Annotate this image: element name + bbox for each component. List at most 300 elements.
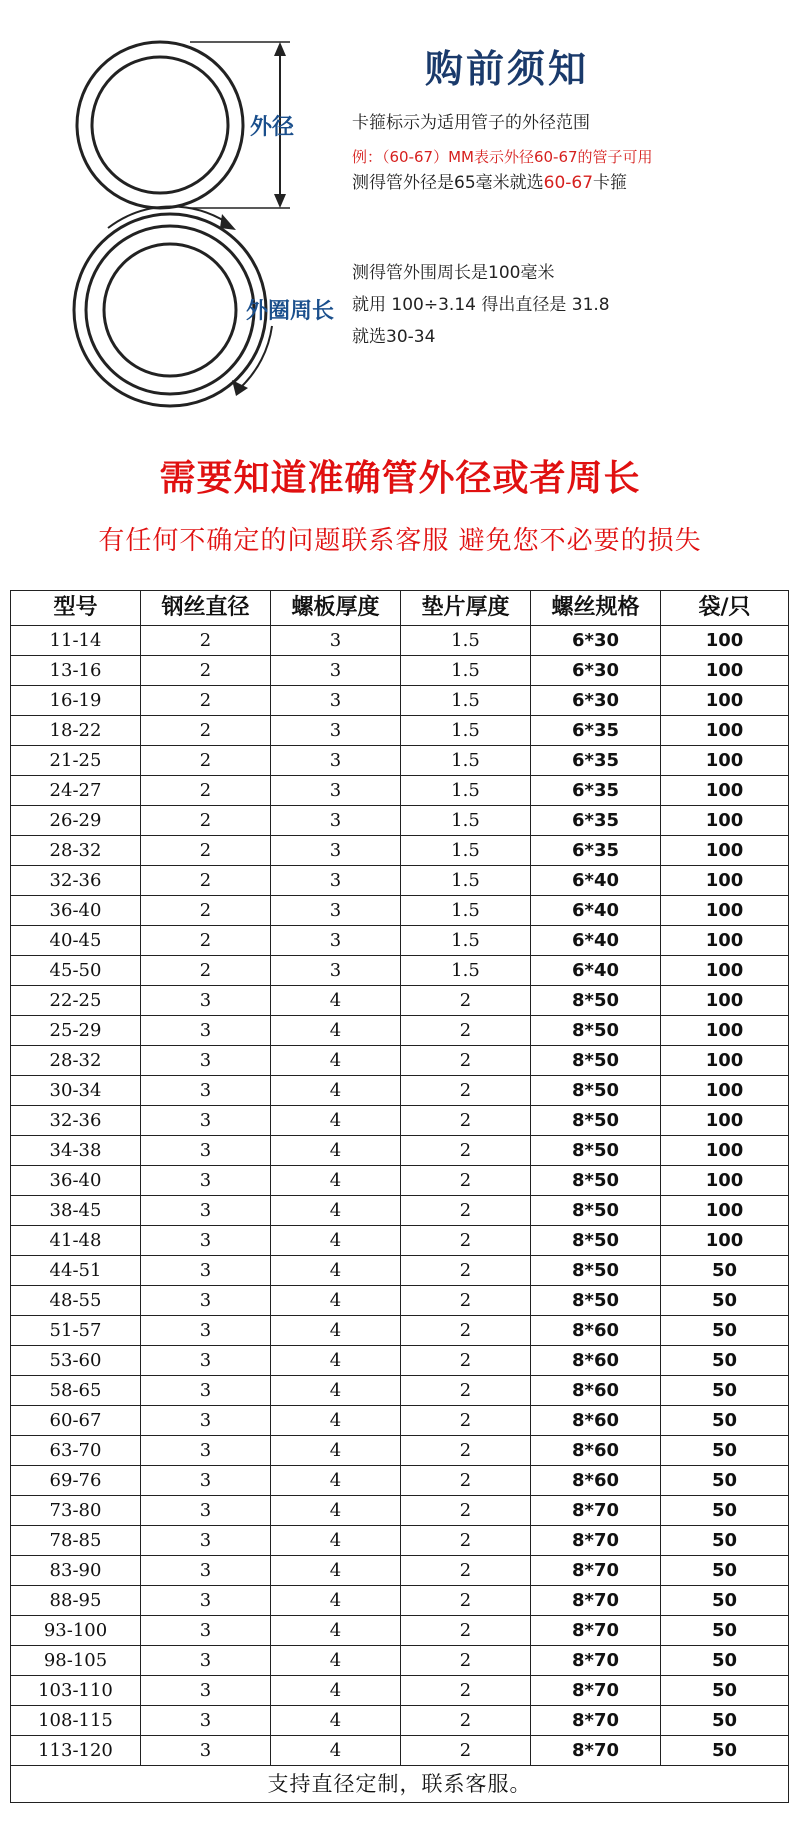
table-cell-wire: 3	[141, 1526, 271, 1556]
table-cell-washer: 2	[401, 1376, 531, 1406]
table-cell-wire: 3	[141, 1406, 271, 1436]
inner-ring-bottom	[104, 244, 236, 376]
table-row	[11, 1046, 789, 1076]
table-cell-spec: 8*60	[531, 1406, 661, 1436]
table-cell-count: 100	[661, 896, 789, 926]
table-row	[11, 716, 789, 746]
table-cell-spec: 8*50	[531, 1226, 661, 1256]
table-cell-spec: 8*70	[531, 1706, 661, 1736]
table-row	[11, 656, 789, 686]
table-cell-washer: 2	[401, 1616, 531, 1646]
table-cell-wire: 3	[141, 986, 271, 1016]
table-cell-wire: 3	[141, 1496, 271, 1526]
table-row	[11, 1256, 789, 1286]
table-cell-count: 100	[661, 686, 789, 716]
table-cell-model: 22-25	[11, 986, 141, 1016]
notice-example: 例：（60-67）MM表示外径60-67的管子可用	[352, 148, 653, 166]
table-cell-count: 100	[661, 716, 789, 746]
table-cell-model: 73-80	[11, 1496, 141, 1526]
table-cell-washer: 1.5	[401, 896, 531, 926]
table-cell-count: 100	[661, 1196, 789, 1226]
column-header: 型号	[11, 591, 141, 626]
table-cell-spec: 8*50	[531, 1046, 661, 1076]
table-cell-plate: 4	[271, 1196, 401, 1226]
table-cell-wire: 3	[141, 1466, 271, 1496]
table-cell-plate: 4	[271, 1346, 401, 1376]
table-cell-wire: 3	[141, 1136, 271, 1166]
table-cell-model: 36-40	[11, 1166, 141, 1196]
table-cell-model: 36-40	[11, 896, 141, 926]
table-cell-spec: 6*40	[531, 896, 661, 926]
notice-line-5: 就用 100÷3.14 得出直径是 31.8	[352, 295, 610, 315]
table-cell-spec: 8*70	[531, 1526, 661, 1556]
table-cell-wire: 3	[141, 1166, 271, 1196]
table-cell-model: 28-32	[11, 836, 141, 866]
table-body	[11, 626, 789, 1766]
notice-line-3a: 测得管外径是65毫米就选	[352, 173, 544, 193]
table-cell-count: 50	[661, 1256, 789, 1286]
table-cell-washer: 1.5	[401, 926, 531, 956]
table-cell-model: 45-50	[11, 956, 141, 986]
arrow-curve-icon	[220, 214, 236, 230]
table-cell-count: 100	[661, 1046, 789, 1076]
table-cell-plate: 3	[271, 686, 401, 716]
table-cell-plate: 4	[271, 1526, 401, 1556]
table-cell-washer: 2	[401, 1736, 531, 1766]
table-cell-spec: 8*60	[531, 1346, 661, 1376]
table-cell-washer: 2	[401, 1646, 531, 1676]
table-cell-wire: 3	[141, 1316, 271, 1346]
table-cell-model: 51-57	[11, 1316, 141, 1346]
notice-line-4: 测得管外围周长是100毫米	[352, 263, 555, 283]
table-cell-count: 50	[661, 1676, 789, 1706]
table-cell-washer: 2	[401, 1436, 531, 1466]
table-cell-model: 78-85	[11, 1526, 141, 1556]
table-cell-wire: 3	[141, 1706, 271, 1736]
table-cell-model: 40-45	[11, 926, 141, 956]
table-cell-washer: 1.5	[401, 716, 531, 746]
table-cell-spec: 8*60	[531, 1316, 661, 1346]
table-cell-model: 58-65	[11, 1376, 141, 1406]
table-cell-plate: 4	[271, 1046, 401, 1076]
table-row	[11, 866, 789, 896]
table-cell-model: 32-36	[11, 1106, 141, 1136]
table-cell-model: 28-32	[11, 1046, 141, 1076]
table-cell-count: 50	[661, 1316, 789, 1346]
table-cell-washer: 2	[401, 1706, 531, 1736]
table-cell-plate: 4	[271, 1016, 401, 1046]
table-cell-plate: 3	[271, 896, 401, 926]
table-cell-count: 100	[661, 1166, 789, 1196]
table-cell-model: 98-105	[11, 1646, 141, 1676]
table-cell-model: 83-90	[11, 1556, 141, 1586]
table-cell-washer: 1.5	[401, 686, 531, 716]
table-cell-plate: 4	[271, 1406, 401, 1436]
table-cell-spec: 8*70	[531, 1646, 661, 1676]
table-cell-plate: 3	[271, 866, 401, 896]
table-cell-plate: 3	[271, 956, 401, 986]
table-cell-wire: 3	[141, 1346, 271, 1376]
table-cell-count: 100	[661, 656, 789, 686]
table-row	[11, 1436, 789, 1466]
table-cell-plate: 4	[271, 1256, 401, 1286]
table-cell-count: 100	[661, 806, 789, 836]
table-cell-plate: 4	[271, 1736, 401, 1766]
notice-line-6: 就选30-34	[352, 327, 436, 347]
table-cell-washer: 2	[401, 1406, 531, 1436]
label-circumference: 外圈周长	[246, 299, 335, 324]
table-cell-count: 100	[661, 866, 789, 896]
table-cell-washer: 2	[401, 1136, 531, 1166]
table-cell-count: 100	[661, 1226, 789, 1256]
table-row	[11, 1676, 789, 1706]
table-row	[11, 1346, 789, 1376]
table-row	[11, 1646, 789, 1676]
table-cell-model: 60-67	[11, 1406, 141, 1436]
table-cell-model: 103-110	[11, 1676, 141, 1706]
table-cell-count: 50	[661, 1556, 789, 1586]
table-cell-washer: 1.5	[401, 806, 531, 836]
table-footer-row	[11, 1766, 789, 1803]
circumference-arc-bottom	[240, 326, 272, 388]
table-cell-washer: 2	[401, 1106, 531, 1136]
table-cell-washer: 2	[401, 1256, 531, 1286]
table-row	[11, 776, 789, 806]
table-row	[11, 1226, 789, 1256]
table-cell-plate: 3	[271, 746, 401, 776]
table-cell-washer: 1.5	[401, 746, 531, 776]
table-cell-spec: 8*50	[531, 1166, 661, 1196]
table-cell-washer: 2	[401, 1076, 531, 1106]
table-row	[11, 1526, 789, 1556]
table-cell-washer: 2	[401, 1226, 531, 1256]
table-cell-washer: 2	[401, 1286, 531, 1316]
table-row	[11, 926, 789, 956]
table-cell-wire: 3	[141, 1256, 271, 1286]
table-cell-model: 48-55	[11, 1286, 141, 1316]
table-cell-washer: 1.5	[401, 836, 531, 866]
table-cell-wire: 2	[141, 626, 271, 656]
table-row	[11, 1496, 789, 1526]
table-cell-washer: 2	[401, 986, 531, 1016]
table-cell-plate: 4	[271, 1076, 401, 1106]
table-cell-count: 50	[661, 1346, 789, 1376]
table-cell-plate: 4	[271, 1466, 401, 1496]
table-cell-wire: 2	[141, 716, 271, 746]
table-cell-spec: 8*50	[531, 1196, 661, 1226]
table-cell-wire: 2	[141, 956, 271, 986]
table-cell-count: 100	[661, 1076, 789, 1106]
table-cell-plate: 4	[271, 1286, 401, 1316]
table-cell-plate: 4	[271, 1646, 401, 1676]
notice-title: 购前须知	[425, 47, 590, 91]
outer-ring-top	[77, 42, 243, 208]
table-cell-spec: 6*40	[531, 866, 661, 896]
inner-ring-top	[92, 57, 228, 193]
table-cell-wire: 3	[141, 1286, 271, 1316]
table-cell-wire: 2	[141, 776, 271, 806]
table-cell-plate: 4	[271, 1436, 401, 1466]
table-cell-wire: 2	[141, 746, 271, 776]
column-header: 螺丝规格	[531, 591, 661, 626]
notice-line-3c: 卡箍	[593, 173, 628, 193]
table-cell-plate: 3	[271, 836, 401, 866]
diagram-section	[0, 0, 800, 440]
table-cell-washer: 2	[401, 1676, 531, 1706]
table-cell-count: 100	[661, 1106, 789, 1136]
table-cell-count: 50	[661, 1376, 789, 1406]
table-cell-model: 11-14	[11, 626, 141, 656]
notice-line-1: 卡箍标示为适用管子的外径范围	[352, 113, 590, 133]
table-cell-count: 50	[661, 1526, 789, 1556]
table-cell-spec: 6*35	[531, 836, 661, 866]
table-cell-spec: 8*70	[531, 1586, 661, 1616]
table-cell-washer: 2	[401, 1526, 531, 1556]
table-cell-washer: 2	[401, 1556, 531, 1586]
table-cell-washer: 2	[401, 1346, 531, 1376]
label-outer-diameter: 外径	[250, 115, 295, 140]
table-cell-count: 100	[661, 956, 789, 986]
table-cell-spec: 8*60	[531, 1436, 661, 1466]
table-cell-wire: 3	[141, 1196, 271, 1226]
column-header: 螺板厚度	[271, 591, 401, 626]
table-row	[11, 746, 789, 776]
table-row	[11, 1136, 789, 1166]
table-footer: 支持直径定制，联系客服。	[11, 1766, 789, 1803]
column-header: 钢丝直径	[141, 591, 271, 626]
table-row	[11, 1406, 789, 1436]
table-cell-spec: 8*50	[531, 986, 661, 1016]
table-cell-wire: 2	[141, 686, 271, 716]
table-cell-plate: 4	[271, 1586, 401, 1616]
table-cell-spec: 6*40	[531, 956, 661, 986]
table-cell-model: 25-29	[11, 1016, 141, 1046]
table-cell-model: 69-76	[11, 1466, 141, 1496]
table-cell-plate: 4	[271, 1166, 401, 1196]
arrow-down-icon	[274, 194, 286, 208]
table-cell-plate: 4	[271, 1676, 401, 1706]
notice-line-3	[352, 168, 627, 193]
subline: 有任何不确定的问题联系客服 避免您不必要的损失	[98, 526, 702, 556]
table-row	[11, 686, 789, 716]
table-row	[11, 806, 789, 836]
table-cell-spec: 8*70	[531, 1736, 661, 1766]
column-header: 垫片厚度	[401, 591, 531, 626]
table-cell-model: 88-95	[11, 1586, 141, 1616]
table-cell-model: 34-38	[11, 1136, 141, 1166]
table-cell-spec: 8*70	[531, 1676, 661, 1706]
table-cell-count: 50	[661, 1586, 789, 1616]
notice-line-3b: 60-67	[543, 173, 594, 193]
table-row	[11, 1076, 789, 1106]
table-cell-count: 100	[661, 986, 789, 1016]
table-cell-plate: 4	[271, 1556, 401, 1586]
table-cell-wire: 3	[141, 1556, 271, 1586]
table-cell-model: 44-51	[11, 1256, 141, 1286]
table-cell-model: 113-120	[11, 1736, 141, 1766]
table-cell-spec: 8*60	[531, 1376, 661, 1406]
table-cell-washer: 2	[401, 1016, 531, 1046]
table-row	[11, 626, 789, 656]
table-cell-plate: 3	[271, 716, 401, 746]
table-cell-wire: 3	[141, 1646, 271, 1676]
table-cell-count: 100	[661, 836, 789, 866]
column-header: 袋/只	[661, 591, 789, 626]
table-cell-model: 24-27	[11, 776, 141, 806]
table-cell-wire: 3	[141, 1046, 271, 1076]
table-cell-model: 21-25	[11, 746, 141, 776]
table-cell-count: 50	[661, 1706, 789, 1736]
table-cell-wire: 3	[141, 1736, 271, 1766]
table-cell-model: 16-19	[11, 686, 141, 716]
table-cell-spec: 8*70	[531, 1496, 661, 1526]
table-row	[11, 1586, 789, 1616]
table-cell-spec: 6*30	[531, 626, 661, 656]
table-cell-count: 50	[661, 1616, 789, 1646]
spec-table-wrap	[10, 590, 788, 1803]
table-cell-wire: 3	[141, 1016, 271, 1046]
table-row	[11, 1736, 789, 1766]
table-cell-wire: 3	[141, 1076, 271, 1106]
table-cell-spec: 6*35	[531, 716, 661, 746]
table-cell-spec: 8*50	[531, 1286, 661, 1316]
table-cell-count: 50	[661, 1436, 789, 1466]
table-cell-wire: 2	[141, 656, 271, 686]
table-row	[11, 1466, 789, 1496]
table-row	[11, 836, 789, 866]
table-cell-washer: 1.5	[401, 656, 531, 686]
table-cell-washer: 1.5	[401, 866, 531, 896]
arrow-up-icon	[274, 42, 286, 56]
table-row	[11, 896, 789, 926]
table-cell-spec: 8*50	[531, 1106, 661, 1136]
table-cell-wire: 2	[141, 896, 271, 926]
table-cell-model: 32-36	[11, 866, 141, 896]
table-cell-washer: 2	[401, 1586, 531, 1616]
table-row	[11, 1106, 789, 1136]
table-cell-wire: 3	[141, 1616, 271, 1646]
table-cell-model: 13-16	[11, 656, 141, 686]
ring-diagram	[0, 0, 800, 440]
table-cell-count: 100	[661, 926, 789, 956]
table-cell-plate: 3	[271, 926, 401, 956]
table-cell-count: 50	[661, 1406, 789, 1436]
mid-ring-bottom	[86, 226, 254, 394]
table-header-row	[11, 591, 789, 626]
table-cell-spec: 6*35	[531, 746, 661, 776]
table-cell-washer: 2	[401, 1166, 531, 1196]
table-cell-spec: 8*50	[531, 1016, 661, 1046]
table-cell-spec: 6*35	[531, 806, 661, 836]
table-cell-model: 26-29	[11, 806, 141, 836]
table-cell-model: 18-22	[11, 716, 141, 746]
table-cell-spec: 8*60	[531, 1466, 661, 1496]
table-cell-plate: 4	[271, 1226, 401, 1256]
table-cell-count: 50	[661, 1736, 789, 1766]
table-row	[11, 1016, 789, 1046]
table-cell-model: 53-60	[11, 1346, 141, 1376]
table-cell-count: 100	[661, 1136, 789, 1166]
table-cell-washer: 2	[401, 1316, 531, 1346]
table-cell-plate: 3	[271, 626, 401, 656]
table-cell-count: 50	[661, 1286, 789, 1316]
table-cell-plate: 4	[271, 1316, 401, 1346]
table-cell-model: 38-45	[11, 1196, 141, 1226]
table-cell-washer: 2	[401, 1196, 531, 1226]
table-cell-count: 50	[661, 1466, 789, 1496]
table-row	[11, 1616, 789, 1646]
table-row	[11, 986, 789, 1016]
table-cell-washer: 2	[401, 1046, 531, 1076]
table-cell-model: 63-70	[11, 1436, 141, 1466]
table-cell-wire: 3	[141, 1106, 271, 1136]
table-cell-spec: 8*50	[531, 1076, 661, 1106]
table-cell-count: 100	[661, 1016, 789, 1046]
table-row	[11, 1196, 789, 1226]
table-cell-count: 100	[661, 626, 789, 656]
table-cell-spec: 6*35	[531, 776, 661, 806]
headline: 需要知道准确管外径或者周长	[159, 458, 641, 499]
table-cell-washer: 1.5	[401, 626, 531, 656]
table-cell-wire: 3	[141, 1586, 271, 1616]
table-cell-count: 100	[661, 776, 789, 806]
table-cell-spec: 6*30	[531, 686, 661, 716]
table-cell-wire: 2	[141, 836, 271, 866]
table-cell-plate: 3	[271, 656, 401, 686]
table-cell-plate: 4	[271, 1376, 401, 1406]
table-cell-model: 93-100	[11, 1616, 141, 1646]
table-cell-plate: 3	[271, 806, 401, 836]
table-cell-count: 50	[661, 1646, 789, 1676]
table-cell-wire: 2	[141, 926, 271, 956]
table-cell-spec: 8*50	[531, 1256, 661, 1286]
table-row	[11, 1376, 789, 1406]
table-cell-model: 30-34	[11, 1076, 141, 1106]
table-cell-plate: 3	[271, 776, 401, 806]
table-cell-wire: 2	[141, 866, 271, 896]
table-cell-washer: 1.5	[401, 776, 531, 806]
table-row	[11, 1706, 789, 1736]
table-row	[11, 1286, 789, 1316]
table-cell-spec: 6*30	[531, 656, 661, 686]
table-cell-spec: 6*40	[531, 926, 661, 956]
table-cell-plate: 4	[271, 986, 401, 1016]
table-cell-model: 41-48	[11, 1226, 141, 1256]
table-cell-wire: 3	[141, 1436, 271, 1466]
table-cell-wire: 3	[141, 1376, 271, 1406]
table-cell-spec: 8*70	[531, 1556, 661, 1586]
table-cell-plate: 4	[271, 1106, 401, 1136]
table-cell-washer: 2	[401, 1466, 531, 1496]
table-cell-spec: 8*70	[531, 1616, 661, 1646]
table-row	[11, 1316, 789, 1346]
table-cell-washer: 1.5	[401, 956, 531, 986]
table-cell-count: 100	[661, 746, 789, 776]
table-cell-plate: 4	[271, 1706, 401, 1736]
table-row	[11, 1166, 789, 1196]
table-row	[11, 1556, 789, 1586]
table-cell-plate: 4	[271, 1496, 401, 1526]
table-cell-model: 108-115	[11, 1706, 141, 1736]
spec-table	[10, 590, 789, 1803]
table-cell-wire: 2	[141, 806, 271, 836]
table-row	[11, 956, 789, 986]
table-cell-wire: 3	[141, 1676, 271, 1706]
table-cell-spec: 8*50	[531, 1136, 661, 1166]
table-cell-plate: 4	[271, 1616, 401, 1646]
table-cell-plate: 4	[271, 1136, 401, 1166]
table-cell-washer: 2	[401, 1496, 531, 1526]
